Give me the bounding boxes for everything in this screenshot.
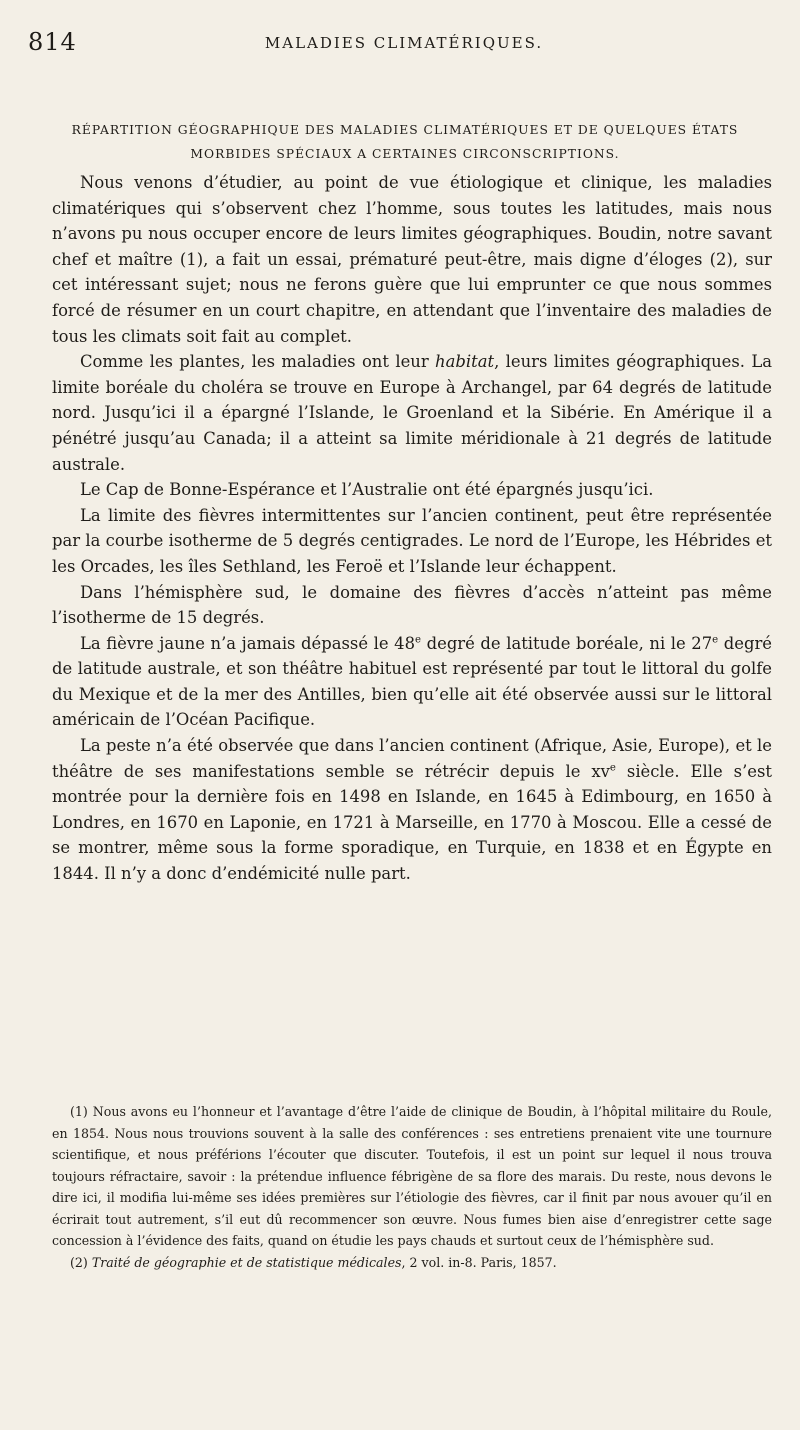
footnote-number: (2) [70, 1254, 92, 1270]
paragraph-1: Nous venons d’étudier, au point de vue étiologique et clinique, les maladies climatériques qui s’observent chez l’homme, sous toutes les latitudes, mais nous n’avons pu nous occuper encore de leurs limites géographiques. Boudin, notre savant chef et maître (1), a fait un essai, prématuré peut-être, mais digne d’éloges (2), sur cet intéressant sujet; nous ne ferons guère que lui emprunter ce que nous sommes forcé de résumer en un court chapitre, en attendant que l’inventaire des maladies de tous les climats soit fait au complet. [52, 173, 772, 346]
ordinal-superscript: e [712, 634, 719, 646]
section-title: RÉPARTITION GÉOGRAPHIQUE DES MALADIES CLIMATÉRIQUES ET DE QUELQUES ÉTATS MORBIDES SPÉCIAUX A CERTAINES CIRCONSCRIPTIONS. [71, 123, 739, 161]
text-run: siècle. Elle s’est montrée pour la dernière fois en 1498 en Islande, en 1645 à Edimbourg, en 1650 à Londres, en 1670 en Laponie, en 1721 à Marseille, en 1770 à Moscou. Elle a cessé de se montrer, même sous la forme sporadique, en Turquie, en 1838 et en Égypte en 1844. Il n’y a donc d’endémicité nulle part. [52, 761, 772, 884]
text-run: , leurs limites géographiques. La limite boréale du choléra se trouve en Europe à Archangel, par 64 degrés de latitude nord. Jusqu’ici il a épargné l’Islande, le Groenland et la Sibérie. En Amérique il a pénétré jusqu’au Canada; il a atteint sa limite méridionale à 21 degrés de latitude australe. [52, 352, 772, 474]
paragraph-7 [52, 733, 772, 887]
page-header [28, 28, 780, 68]
text-run: degré de latitude boréale, ni le 27 [421, 633, 713, 653]
paragraph-3: Le Cap de Bonne-Espérance et l’Australie ont été épargnés jusqu’ici. [80, 480, 654, 500]
text-run: , 2 vol. in-8. Paris, 1857. [401, 1254, 557, 1270]
ordinal-superscript: e [609, 762, 616, 774]
emphasis-habitat: habitat [435, 352, 495, 372]
page-number: 814 [28, 28, 77, 56]
text-run: La fièvre jaune n’a jamais dépassé le 48 [80, 633, 416, 653]
paragraph-6 [52, 631, 772, 733]
cited-title: Traité de géographie et de statistique médicales [91, 1254, 402, 1270]
paragraph-4: La limite des fièvres intermittentes sur l’ancien continent, peut être représentée par la courbe isotherme de 5 degrés centigrades. Le nord de l’Europe, les Hébrides et les Orcades, les îles Sethland, les Feroë et l’Islande leur échappent. [52, 505, 772, 576]
ordinal-superscript: e [415, 634, 422, 646]
text-run: degré de latitude australe, et son théâtre habituel est représenté par tout le littoral du golfe du Mexique et de la mer des Antilles, bien qu’elle ait été observée aussi sur le littoral américain de l’Océan Pacifique. [52, 633, 772, 730]
footnote-1: (1) Nous avons eu l’honneur et l’avantage d’être l’aide de clinique de Boudin, à l’hôpital militaire du Roule, en 1854. Nous nous trouvions souvent à la salle des conférences : ses entretiens prenaient vite une tournure scientifique, et nous préférions l’écouter que discuter. Toutefois, il est un point sur lequel il nous trouva toujours réfractaire, savoir : la prétendue influence fébrigène de sa flore des marais. Du reste, nous devons le dire ici, il modifia lui-même ses idées premières sur l’étiologie des fièvres, car il finit par nous avouer qu’il en écrirait tout autrement, s’il eut dû recommencer son œuvre. Nous fumes bien aise d’enregistrer cette sage concession à l’évidence des faits, quand on étudie les pays chauds et surtout ceux de l’hémisphère sud. [52, 1104, 772, 1248]
footnote-2 [52, 1252, 772, 1274]
text-run: La peste n’a été observée que dans l’ancien continent (Afrique, Asie, Europe), et le théâtre de ses manifestations semble se rétrécir depuis le xv [52, 736, 772, 781]
paragraph-2 [52, 349, 772, 477]
footnotes [52, 1101, 772, 1273]
running-head: MALADIES CLIMATÉRIQUES. [264, 34, 544, 52]
text-run: Comme les plantes, les maladies ont leur [80, 352, 436, 372]
paragraph-5: Dans l’hémisphère sud, le domaine des fièvres d’accès n’atteint pas même l’isotherme de 15 degrés. [52, 582, 772, 628]
body-text [52, 170, 772, 887]
